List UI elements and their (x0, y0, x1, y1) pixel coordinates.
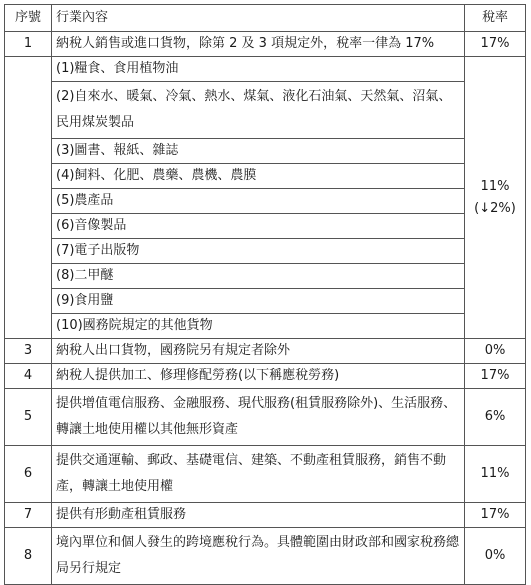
sub-item: (7)電子出版物 (52, 239, 465, 264)
table-row (5, 446, 526, 503)
sub-item: (6)音像製品 (52, 214, 465, 239)
sub-item: (9)食用鹽 (52, 289, 465, 314)
row-no: 3 (5, 339, 52, 364)
tax-rate-table (4, 4, 526, 585)
row-content: 提供增值電信服務、金融服務、現代服務(租賃服務除外)、生活服務、轉讓土地使用權以其他無形資產 (52, 389, 465, 446)
sub-item: (5)農產品 (52, 189, 465, 214)
rate-change-note: (↓2%) (474, 200, 516, 216)
table-row (5, 314, 526, 339)
row-content: 納稅人出口貨物，國務院另有規定者除外 (52, 339, 465, 364)
table-row (5, 364, 526, 389)
row-rate: 0% (465, 528, 526, 585)
row-rate-merged (465, 57, 526, 339)
table-row (5, 214, 526, 239)
sub-item: (3)圖書、報紙、雜誌 (52, 139, 465, 164)
table-row (5, 164, 526, 189)
table-row (5, 139, 526, 164)
table-row (5, 189, 526, 214)
row-no: 1 (5, 32, 52, 57)
table-row (5, 339, 526, 364)
row-rate: 11% (465, 446, 526, 503)
row-rate: 17% (465, 364, 526, 389)
table-header-row (5, 5, 526, 32)
row-no: 4 (5, 364, 52, 389)
table-row (5, 239, 526, 264)
row-rate: 11% (480, 178, 510, 194)
row-rate: 0% (465, 339, 526, 364)
table-row (5, 32, 526, 57)
row-no: 6 (5, 446, 52, 503)
sub-item: (10)國務院規定的其他貨物 (52, 314, 465, 339)
row-no: 8 (5, 528, 52, 585)
row-rate: 17% (465, 503, 526, 528)
header-rate: 稅率 (465, 5, 526, 32)
sub-item: (1)糧食、食用植物油 (52, 57, 465, 82)
header-content: 行業內容 (52, 5, 465, 32)
header-no: 序號 (5, 5, 52, 32)
row-rate: 17% (465, 32, 526, 57)
row-no: 5 (5, 389, 52, 446)
table-row (5, 264, 526, 289)
table-row (5, 82, 526, 139)
table-row (5, 289, 526, 314)
row-content: 納稅人提供加工、修理修配勞務(以下稱應稅勞務) (52, 364, 465, 389)
row-rate: 6% (465, 389, 526, 446)
table-row (5, 57, 526, 82)
sub-item: (2)自來水、暖氣、冷氣、熱水、煤氣、液化石油氣、天然氣、沼氣、民用煤炭製品 (52, 82, 465, 139)
row-content: 納稅人銷售或進口貨物，除第 2 及 3 項規定外，稅率一律為 17% (52, 32, 465, 57)
row-content: 提供交通運輸、郵政、基礎電信、建築、不動產租賃服務，銷售不動產，轉讓土地使用權 (52, 446, 465, 503)
row-content: 境內單位和個人發生的跨境應稅行為。具體範圍由財政部和國家稅務總局另行規定 (52, 528, 465, 585)
row-no: 7 (5, 503, 52, 528)
table-row (5, 389, 526, 446)
row-content: 提供有形動產租賃服務 (52, 503, 465, 528)
table-row (5, 528, 526, 585)
sub-item: (4)飼料、化肥、農藥、農機、農膜 (52, 164, 465, 189)
table-row (5, 503, 526, 528)
row-no (5, 57, 52, 339)
sub-item: (8)二甲醚 (52, 264, 465, 289)
